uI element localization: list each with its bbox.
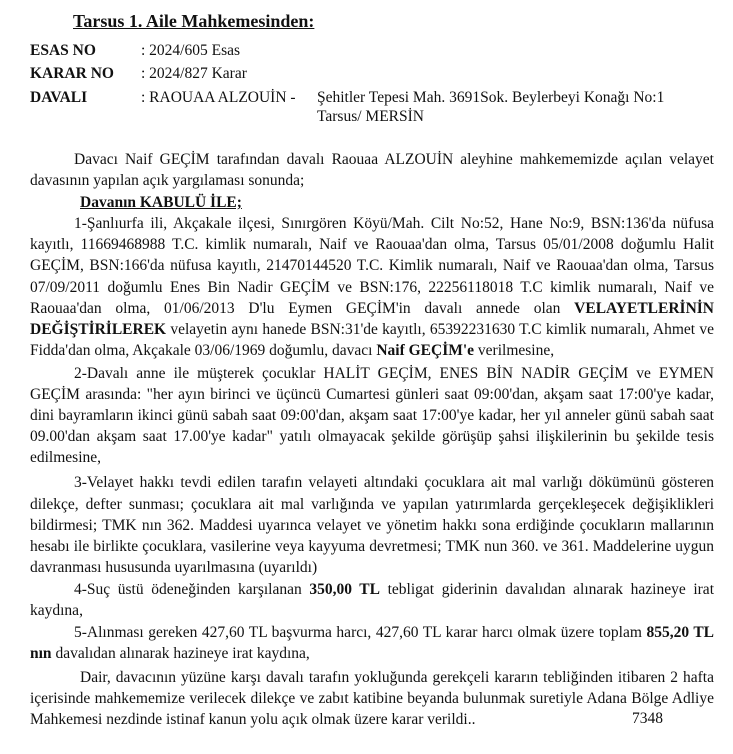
- item-5-text-a: 5-Alınması gereken 427,60 TL başvurma harcı, 427,60 TL karar harcı olmak üzere toplam: [74, 624, 647, 642]
- page-number: 7348: [632, 710, 663, 727]
- item-1-text-c: verilmesine,: [474, 341, 555, 359]
- davali-label: DAVALI: [30, 89, 88, 106]
- item-4-text-b: tebligat giderinin davalıdan alınarak hazineye irat kaydına,: [30, 580, 714, 619]
- closing-paragraph: Dair, davacının yüzüne karşı davalı tarafın yokluğunda gerekçeli kararın tebliğinden itibaren 2 hafta içerisinde mahkememize verilecek dilekçe ve zabıt katibine beyanda bulunmak suretiyle Adana Bölge Adliye Mahkemesi nezdinde istinaf kanun yolu açık olmak üzere karar verildi..: [30, 669, 714, 729]
- esas-label: ESAS NO: [30, 42, 96, 59]
- item-4-bold-amount: 350,00 TL: [309, 580, 380, 598]
- item-1-paragraph: [30, 213, 714, 361]
- item-5-text-b: davalıdan alınarak hazineye irat kaydına,: [51, 645, 310, 663]
- decision-body: [30, 149, 714, 731]
- item-3-paragraph: 3-Velayet hakkı tevdi edilen tarafın velayeti altındaki çocuklara ait mal varlığı dökümünü gösteren dilekçe, defter sunması; çocuklara ait mal varlığında ve yapılan yatırımlarda gerçekleşecek değişiklikleri bildirmesi; TMK nın 362. Maddesi uyarınca velayet ve yönetim hakkı sona erdiğinde çocukların mallarının hesabı ile birlikte çocuklara, vasilerine veya kayyuma devretmesi; TMK nun 360. ve 361. Maddelerine uygun davranması hususunda uyarılmasına (uyarıldı): [30, 474, 714, 576]
- item-4-paragraph: [30, 579, 714, 621]
- item-2-paragraph: 2-Davalı anne ile müşterek çocuklar HALİT GEÇİM, ENES BİN NADİR GEÇİM ve EYMEN GEÇİM arasında: "her ayın birinci ve üçüncü Cumartesi günleri saat 09:00'dan, akşam saat 17:00'ye kadar, dini bayramların ikinci günü sabah saat 09:00'dan, akşam saat 17:00'ye kadar, her yıl anneler günü sabah saat 09.00'dan akşam saat 17.00'ye kadar" yatılı olmayacak şekilde görüşüp şahsi ilişkilerinin bu şekilde tesis edilmesine,: [30, 364, 714, 467]
- karar-label: KARAR NO: [30, 65, 114, 82]
- item-1-bold-velayet: VELAYETLERİNİN DEĞİŞTİRİLEREK: [30, 299, 714, 338]
- karar-value: : 2024/827 Karar: [141, 65, 247, 82]
- item-1-text-a: 1-Şanlıurfa ili, Akçakale ilçesi, Sınırgören Köyü/Mah. Cilt No:52, Hane No:9, BSN:136'da nüfusa kayıtlı, 11669468988 T.C. kimlik numaralı, Naif ve Raouaa'dan olma, Tarsus 05/01/2008 doğumlu Halit GEÇİM, BSN:166'da nüfusa kayıtlı, 21470144520 T.C. Kimlik numaralı, Naif ve Raouaa'dan olma, Tarsus 07/09/2011 doğumlu Enes Bin Nadir GEÇİM ve BSN:176, 22256118018 T.C kimlik numaralı, Naif ve Raouaa'dan olma, 01/06/2013 D'lu Eymen GEÇİM'in davalı annede olan: [30, 215, 714, 317]
- item-1-text-b: velayetin aynı hanede BSN:31'de kayıtlı, 65392231630 T.C kimlik numaralı, Ahmet ve Fidda'dan olma, Akçakale 03/06/1969 doğumlu, davacı: [30, 320, 714, 359]
- intro-paragraph: Davacı Naif GEÇİM tarafından davalı Raouaa ALZOUİN aleyhine mahkememizde açılan velayet davasının yapılan açık yargılaması sonunda;: [30, 151, 714, 190]
- item-5-paragraph: [30, 622, 714, 664]
- davali-value: : RAOUAA ALZOUİN -: [141, 89, 296, 106]
- verdict-heading: Davanın KABULÜ İLE;: [80, 194, 242, 212]
- esas-value: : 2024/605 Esas: [141, 42, 241, 59]
- davali-address-line1: Şehitler Tepesi Mah. 3691Sok. Beylerbeyi Konağı No:1: [317, 89, 665, 106]
- court-title: Tarsus 1. Aile Mahkemesinden:: [73, 11, 315, 31]
- item-5-bold-amount: 855,20 TL nın: [30, 624, 714, 663]
- davali-address-line2: Tarsus/ MERSİN: [317, 108, 424, 125]
- item-1-bold-name: Naif GEÇİM'e: [376, 341, 475, 359]
- item-4-text-a: 4-Suç üstü ödeneğinden karşılanan: [74, 580, 310, 598]
